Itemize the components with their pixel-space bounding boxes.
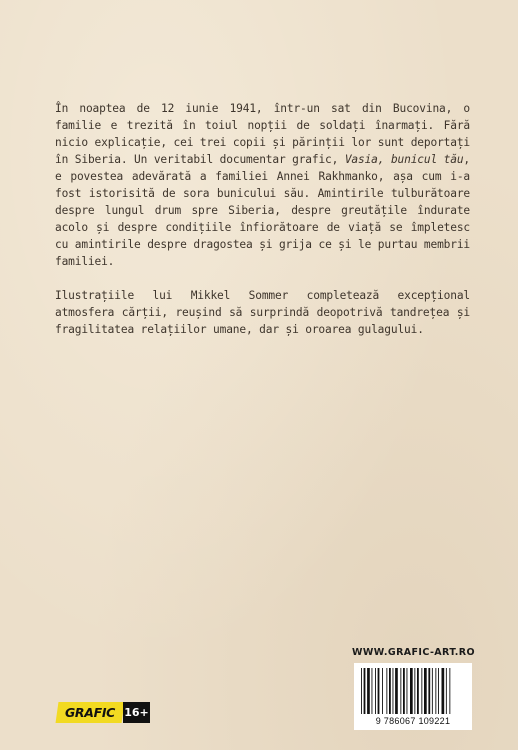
book-title: Vasia, bunicul tău — [344, 153, 464, 166]
blurb-paragraph-1 — [55, 100, 470, 270]
barcode-bars — [360, 668, 466, 714]
blurb-paragraph-2: Ilustrațiile lui Mikkel Sommer completează excepțional atmosfera cărții, reușind să surprindă deopotrivă tandrețea și fragilitatea relațiilor umane, dar și oroarea gulagului. — [55, 289, 470, 336]
publisher-url: WWW.GRAFIC-ART.RO — [352, 647, 475, 658]
grafic-logo-text: GRAFIC — [64, 705, 116, 720]
age-rating-badge: 16+ — [123, 702, 150, 723]
grafic-logo — [56, 702, 125, 723]
blurb-paragraph-1-end: , e povestea adevărată a familiei Annei Rakhmanko, așa cum i-a fost istorisită de sora bunicului său. Amintirile tulburătoare despre lungul drum spre Siberia, despre greutățile îndurate acolo și despre condițiile înfiorătoare de viață se împletesc cu amintirile despre dragostea și grija ce și le purtau membrii familiei. — [55, 153, 470, 268]
back-cover-blurb — [55, 100, 470, 338]
isbn-barcode — [354, 663, 472, 730]
blurb-paragraph-1-start: În noaptea de 12 iunie 1941, într-un sat din Bucovina, o familie e trezită în toiul nopții de soldați înarmați. Fără nicio explicație, cei trei copii și părinții lor sunt deportați în Siberia. Un veritabil documentar grafic, — [55, 102, 470, 166]
isbn-number: 9 786067 109221 — [375, 716, 451, 726]
